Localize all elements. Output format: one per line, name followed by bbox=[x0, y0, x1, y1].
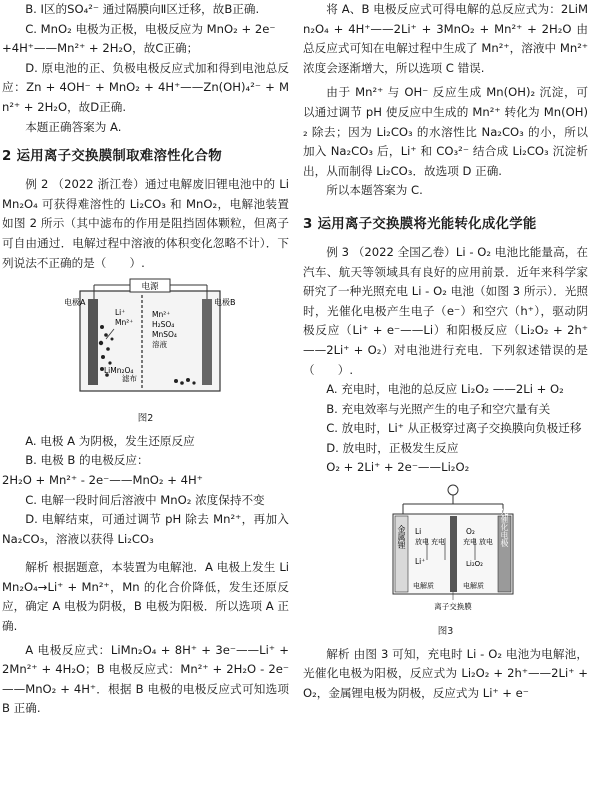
filter-label: 滤布 bbox=[122, 374, 137, 384]
photocatalytic-electrode-label: 光催化电极 bbox=[500, 507, 509, 548]
example-2-analysis-2: A 电极反应式：LiMn₂O₄ + 8H⁺ + 3e⁻——Li⁺ + 2Mn²⁺ + 4H₂O；B 电极反应式：Mn²⁺ + 2H₂O - 2e⁻——MnO₂ + 4H⁺．根据 B 电极的电极反应式可知选项 B 正确. bbox=[2, 642, 289, 716]
figure-2 bbox=[2, 277, 289, 426]
answer-c: 所以本题答案为 C. bbox=[326, 183, 423, 198]
example-2-option-b-eq: 2H₂O + Mn²⁺ - 2e⁻——MnO₂ + 4H⁺ bbox=[2, 472, 203, 487]
example-3-analysis: 解析 由图 3 可知，充电时 Li - O₂ 电池为电解池，光催化电极为阳极，反应式为 Li₂O₂ + 2h⁺——2Li⁺ + O₂，金属锂电极为阴极，反应式为 Li⁺ + e⁻ bbox=[303, 646, 588, 700]
right-discharge: 放电 bbox=[479, 538, 493, 547]
electrode-a bbox=[88, 299, 98, 385]
sol-h2so4: H₂SO₄ bbox=[152, 320, 175, 330]
example-2-analysis-1: 解析 根据题意，本装置为电解池．A 电极上发生 LiMn₂O₄→Li⁺ + Mn²⁺，Mn 的化合价降低，发生还原反应，确定 A 电极为阴极，B 电极为阳极．所以选项 A 正确. bbox=[2, 560, 289, 634]
sol-solution: 溶液 bbox=[152, 340, 167, 350]
ion-li: Li⁺ bbox=[115, 308, 126, 318]
text-option-b-prev: B. Ⅰ区的SO₄²⁻ 通过隔膜向Ⅱ区迁移，故B正确. bbox=[25, 2, 260, 16]
right-charge: 充电 bbox=[463, 538, 477, 547]
figure-3-caption: 图3 bbox=[437, 625, 454, 637]
example-3-option-a: A. 充电时，电池的总反应 Li₂O₂ ——2Li + O₂ bbox=[326, 382, 564, 397]
example-3-stem: 例 3 （2022 全国乙卷）Li - O₂ 电池比能量高，在汽车、航天等领域具有良好的应用前景．近年来科学家研究了一种光照充电 Li - O₂ 电池（如图 3 所示）．光照时，光催化电极产生电子（e⁻）和空穴（h⁺），驱动阴极反应（Li⁺ + e⁻——Li）和阳极反应（Li₂O₂ + 2h⁺——2Li⁺ + O₂）对电池进行充电．下列叙述错误的是（ ）. bbox=[303, 244, 588, 377]
option-d-explanation: 由于 Mn²⁺ 与 OH⁻ 反应生成 Mn(OH)₂ 沉淀，可以通过调节 pH 使反应中生成的 Mn²⁺ 转化为 Mn(OH)₂ 除去；因为 Li₂CO₃ 的水溶性比 Na₂CO₃ 的小，所以加入 Na₂CO₃ 后，Li⁺ 和 CO₃²⁻ 结合成 Li₂CO₃ 沉淀析出，从而制得 Li₂CO₃．故选项 D 正确. bbox=[303, 85, 588, 178]
example-2-stem: 例 2 （2022 浙江卷）通过电解废旧锂电池中的 LiMn₂O₄ 可获得难溶性的 Li₂CO₃ 和 MnO₂，电解池装置如图 2 所示（其中滤布的作用是阻挡固体颗粒，但离子可自由通过．电解过程中溶液的体积变化忽略不计）．下列说法不正确的是（ ）. bbox=[2, 177, 289, 270]
example-3-option-c: C. 放电时，Li⁺ 从正极穿过离子交换膜向负极迁移 bbox=[326, 421, 582, 436]
o2-label: O₂ bbox=[466, 527, 475, 537]
lithium-electrode-label: 金属锂 bbox=[397, 525, 406, 550]
left-discharge: 放电 bbox=[415, 538, 429, 547]
example-2-option-c: C. 电解一段时间后溶液中 MnO₂ 浓度保持不变 bbox=[25, 492, 265, 507]
figure-2-caption: 图2 bbox=[137, 412, 154, 424]
example-3-option-b: B. 充电效率与光照产生的电子和空穴量有关 bbox=[326, 401, 551, 416]
figure-2-diagram bbox=[2, 277, 289, 401]
ion-exchange-membrane bbox=[450, 516, 457, 592]
text-option-c-prev-1: C. MnO₂ 电极为正极，电极反应为 MnO₂ + 2e⁻ bbox=[25, 21, 276, 36]
text-option-c-prev-2: +4H⁺——Mn²⁺ + 2H₂O，故C正确； bbox=[2, 41, 199, 56]
example-2-option-a: A. 电极 A 为阴极，发生还原反应 bbox=[25, 433, 195, 448]
sol-mn: Mn²⁺ bbox=[152, 310, 171, 320]
sol-mnso4: MnSO₄ bbox=[152, 330, 177, 340]
example-2-option-b: B. 电极 B 的电极反应： bbox=[25, 453, 149, 468]
total-reaction-text: 将 A、B 电极反应式可得电解的总反应式为：2LiMn₂O₄ + 4H⁺——2Li⁺ + 3MnO₂ + Mn²⁺ + 2H₂O 由总反应式可知在电解过程中生成了 Mn²⁺，溶液中 Mn²⁺ 浓度会逐渐增大，所以选项 C 错误. bbox=[303, 2, 588, 75]
li-ion-label: Li⁺ bbox=[415, 557, 426, 567]
li2o2-label: Li₂O₂ bbox=[466, 560, 483, 569]
electrode-a-label: 电极A bbox=[64, 298, 86, 308]
electrode-b-label: 电极B bbox=[214, 298, 236, 308]
electrolyte-left: 电解质 bbox=[413, 582, 434, 591]
ion-mn: Mn²⁺ bbox=[115, 318, 134, 328]
electrolyte-right: 电解质 bbox=[463, 582, 484, 591]
example-2-option-d: D. 电解结束，可通过调节 pH 除去 Mn²⁺，再加入 Na₂CO₃，溶液以获得 Li₂CO₃ bbox=[2, 512, 289, 546]
section-heading-2: 2 运用离子交换膜制取难溶性化合物 bbox=[2, 149, 222, 165]
membrane-label: 离子交换膜 bbox=[434, 602, 472, 612]
limn2o4-label: LiMn₂O₄ bbox=[104, 366, 134, 376]
example-3-option-d: D. 放电时，正极发生反应 bbox=[326, 440, 459, 455]
section-heading-3: 3 运用离子交换膜将光能转化成化学能 bbox=[303, 216, 537, 232]
text-option-d-prev: D. 原电池的正、负极电极反应式加和得到电池总反应：Zn + 4OH⁻ + MnO₂ + 4H⁺——Zn(OH)₄²⁻ + Mn²⁺ + 2H₂O，故D正确. bbox=[2, 60, 289, 114]
left-column bbox=[2, 0, 289, 719]
electrode-b bbox=[202, 299, 212, 385]
right-column bbox=[303, 0, 588, 703]
text-answer-prev: 本题正确答案为 A. bbox=[25, 119, 122, 134]
example-3-option-d-eq: O₂ + 2Li⁺ + 2e⁻——Li₂O₂ bbox=[326, 460, 470, 475]
left-charge: 充电 bbox=[431, 538, 445, 547]
figure-3-diagram bbox=[303, 482, 588, 614]
figure-3 bbox=[303, 482, 588, 639]
li-label: Li bbox=[415, 527, 422, 537]
power-label: 电源 bbox=[141, 282, 159, 293]
